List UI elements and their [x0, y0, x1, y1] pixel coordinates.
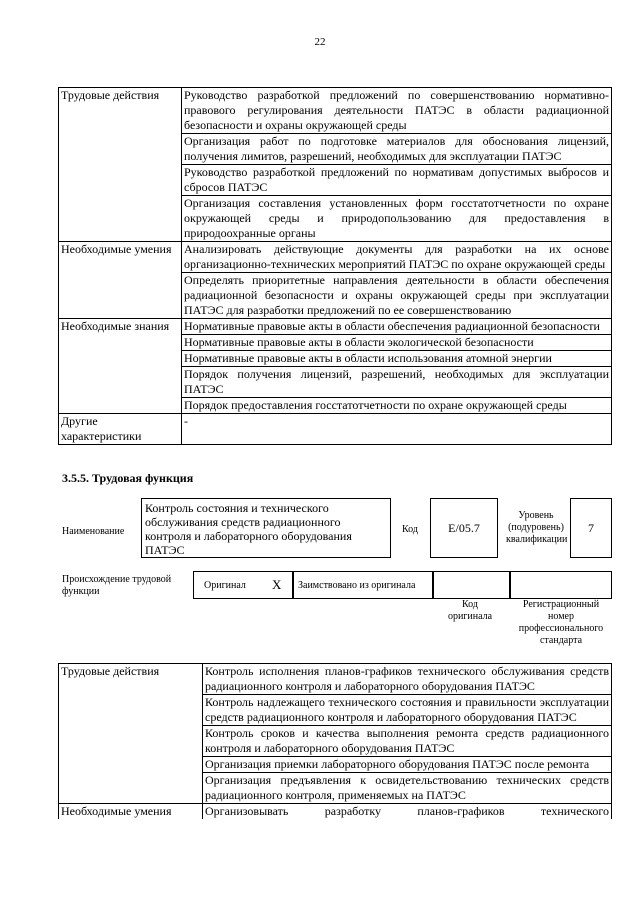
- level-label: Уровень (подуровень) квалификации: [506, 510, 568, 545]
- table-cell: Контроль надлежащего технического состояния и правильности эксплуатации средств радиационного контроля и лабораторного оборудования ПАТЭС: [203, 695, 612, 726]
- table-cell: Порядок получения лицензий, разрешений, необходимых для эксплуатации ПАТЭС: [182, 367, 612, 398]
- section-title: 3.5.5. Трудовая функция: [62, 471, 194, 485]
- table-cell: Нормативные правовые акты в области использования атомной энергии: [182, 351, 612, 367]
- table-cell: Нормативные правовые акты в области обеспечения радиационной безопасности: [182, 319, 612, 335]
- labor-function-table-2: [58, 663, 612, 819]
- level-value: 7: [588, 521, 594, 535]
- registration-number-box: [509, 571, 612, 599]
- code-caption: Код оригинала: [447, 599, 493, 622]
- table-cell: Руководство разработкой предложений по совершенствованию нормативно-правового регулирования деятельности ПАТЭС в области радиационной безопасности и охраны окружающей среды: [182, 88, 612, 134]
- table-cell: Порядок предоставления госстатотчетности по охране окружающей среды: [182, 398, 612, 414]
- table-cell: -: [182, 414, 612, 445]
- table-cell: Определять приоритетные направления деятельности в области обеспечения радиационной безопасности и охраны окружающей среды при эксплуатации ПАТЭС для разработки предложений по ее совершенствованию: [182, 273, 612, 319]
- table-cell: Нормативные правовые акты в области экологической безопасности: [182, 335, 612, 351]
- row-label-skills: Необходимые умения: [59, 804, 203, 820]
- table-cell: Контроль исполнения планов-графиков технического обслуживания средств радиационного контроля и лабораторного оборудования ПАТЭС: [203, 664, 612, 695]
- row-label-other: Другие характеристики: [59, 414, 182, 445]
- origin-label: Происхождение трудовой функции: [62, 574, 172, 597]
- code-label: Код: [402, 524, 418, 535]
- table-cell: Организовывать разработку планов-графиков технического: [203, 804, 612, 820]
- borrowed-label: Заимствовано из оригинала: [298, 580, 416, 591]
- level-box: [570, 498, 612, 558]
- row-label-labor-actions: Трудовые действия: [59, 88, 182, 242]
- code-value: E/05.7: [448, 521, 480, 535]
- table-cell: Руководство разработкой предложений по нормативам допустимых выбросов и сбросов ПАТЭС: [182, 165, 612, 196]
- code-box: [430, 498, 498, 558]
- registration-caption: Регистрационный номер профессионального стандарта: [518, 599, 604, 646]
- row-label-labor-actions: Трудовые действия: [59, 664, 203, 804]
- page-number: 22: [314, 36, 326, 48]
- borrowed-box: [292, 571, 434, 599]
- table-cell: Анализировать действующие документы для разработки на их основе организационно-технических мероприятий ПАТЭС по охране окружающей среды: [182, 242, 612, 273]
- table-cell: Контроль сроков и качества выполнения ремонта средств радиационного контроля и лабораторного оборудования ПАТЭС: [203, 726, 612, 757]
- labor-function-table-1: [58, 87, 612, 445]
- table-cell: Организация работ по подготовке материалов для обоснования лицензий, получения лимитов, разрешений, необходимых для эксплуатации ПАТЭС: [182, 134, 612, 165]
- table-cell: Организация приемки лабораторного оборудования ПАТЭС после ремонта: [203, 757, 612, 773]
- original-box: [193, 571, 294, 599]
- original-code-box: [432, 571, 511, 599]
- name-label: Наименование: [62, 526, 125, 537]
- original-label: Оригинал: [204, 580, 246, 591]
- table-cell: Организация составления установленных форм госстатотчетности по охране окружающей среды и природопользованию для предоставления в природоохранные органы: [182, 196, 612, 242]
- table-cell: Организация предъявления к освидетельствованию технических средств радиационного контроля, применяемых на ПАТЭС: [203, 773, 612, 804]
- row-label-knowledge: Необходимые знания: [59, 319, 182, 414]
- row-label-skills: Необходимые умения: [59, 242, 182, 319]
- function-name-box: [141, 498, 391, 558]
- original-mark: X: [272, 577, 282, 592]
- function-name: Контроль состояния и технического обслуживания средств радиационного контроля и лабораторного оборудования ПАТЭС: [145, 501, 352, 557]
